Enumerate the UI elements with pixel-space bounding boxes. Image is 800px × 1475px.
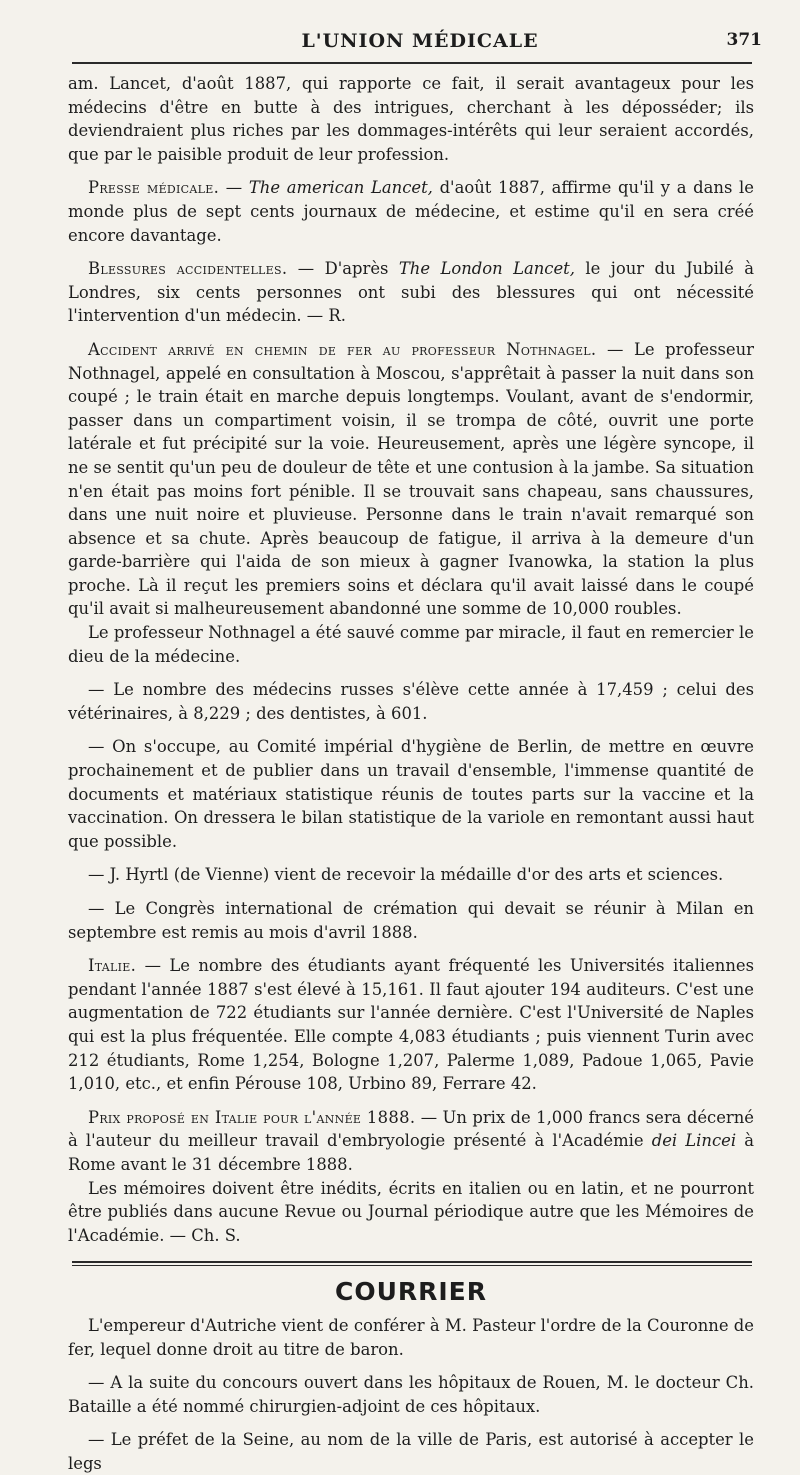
text-run: — Le professeur Nothnagel, appelé en consultation à Moscou, s'apprêtait à passer la nuit dans son coupé ; le train était en marche depuis longtemps. Voulant, avant de s'endormir, passer dans un compartiment voisin, il se trompa de côté, ouvrit une porte latérale et fut précipité sur la voie. Heureusement, après une légère syncope, il ne se sentit qu'un peu de douleur de tête et une contusion à la jambe. Sa situation n'en était pas moins fort pénible. Il se trouvait sans chapeau, sans chaussures, dans une nuit noire et pluvieuse. Personne dans le train n'avait remarqué son absence et sa chute. Après beaucoup de fatigue, il arriva à la demeure d'un garde-barrière qui l'aida de son mieux à gagner Ivanowka, la station la plus proche. Là il reçut les premiers soins et déclara qu'il avait laissé dans le coupé qu'il avait si malheureusement abandonné une somme de 10,000 roubles. [68,339,754,619]
paragraph-prefet-seine: — Le préfet de la Seine, au nom de la ville de Paris, est autorisé à accepter le legs [68,1430,754,1473]
section-lead: Blessures accidentelles. [88,259,288,279]
paragraph-hyrtl: — J. Hyrtl (de Vienne) vient de recevoir la médaille d'or des arts et sciences. [88,865,724,885]
article-body [68,72,754,1475]
paragraph-prix-propose [68,1106,754,1177]
header-rule [72,62,752,64]
paragraph-presse-medicale [68,176,754,247]
journal-title: The american Lancet, [248,178,433,198]
paragraph-blessures [68,257,754,328]
academy-name: dei Lincei [651,1131,737,1151]
text-run: — D'après [287,259,399,279]
paragraph-nothnagel-accident [68,338,754,621]
text-run: — Le nombre des étudiants ayant fréquenté les Universités italiennes pendant l'année 1887 s'est élevé à 15,161. Il faut ajouter 194 auditeurs. C'est une augmentation de 722 étudiants sur l'année dernière. C'est l'Université de Naples qui est la plus fréquentée. Elle compte 4,083 étudiants ; puis viennent Turin avec 212 étudiants, Rome 1,254, Bologne 1,207, Palerme 1,089, Padoue 1,065, Pavie 1,010, etc., et enfin Pérouse 108, Urbino 89, Ferrare 42. [68,956,754,1094]
text-run: — Un prix de 1,000 francs sera décerné à l'auteur du meilleur travail d'embryologie présenté à l'Académie [68,1107,754,1151]
paragraph-memoires: Les mémoires doivent être inédits, écrits en italien ou en latin, et ne pourront être publiés dans aucune Revue ou Journal périodique autre que les Mémoires de l'Académie. — Ch. S. [68,1178,754,1245]
text-run: à Rome avant le 31 décembre 1888. [68,1131,754,1174]
paragraph-pasteur: L'empereur d'Autriche vient de conférer à M. Pasteur l'ordre de la Couronne de fer, lequel donne droit au titre de baron. [68,1315,754,1359]
paragraph-rouen: — A la suite du concours ouvert dans les hôpitaux de Rouen, M. le docteur Ch. Bataille a été nommé chirurgien-adjoint de ces hôpitaux. [68,1373,754,1416]
running-title: L'UNION MÉDICALE [301,30,539,52]
section-lead: Accident arrivé en chemin de fer au professeur Nothnagel. [88,339,597,359]
courrier-heading: COURRIER [334,1277,488,1307]
section-lead: Presse médicale. [88,178,220,198]
paragraph-russian-doctors: — Le nombre des médecins russes s'élève cette année à 17,459 ; celui des vétérinaires, à 8,229 ; des dentistes, à 601. [68,680,754,723]
paragraph-cremation-congress: — Le Congrès international de crémation qui devait se réunir à Milan en septembre est remis au mois d'avril 1888. [68,899,754,942]
running-header [70,28,770,56]
paragraph-italie [68,954,754,1096]
page-number: 371 [726,30,762,50]
section-lead: Prix proposé en Italie pour l'année 1888. [88,1107,416,1127]
journal-title: The London Lancet, [398,259,575,279]
section-divider [72,1261,752,1266]
paragraph-nothnagel-saved: Le professeur Nothnagel a été sauvé comme par miracle, il faut en remercier le dieu de la médecine. [68,623,754,666]
section-lead: Italie. [88,956,137,976]
paragraph-berlin-hygiene: — On s'occupe, au Comité impérial d'hygiène de Berlin, de mettre en œuvre prochainement et de publier dans un travail d'ensemble, l'immense quantité de documents et matériaux statistique réunis de toutes parts sur la vaccine et la vaccination. On dressera le bilan statistique de la variole en remontant aussi haut que possible. [68,737,754,851]
text-run: d'août 1887, affirme qu'il y a dans le monde plus de sept cents journaux de médecine, et estime qu'il en sera créé encore davantage. [68,178,754,245]
text-run: le jour du Jubilé à Londres, six cents personnes ont subi des blessures qui ont nécessité l'intervention d'un médecin. — R. [68,259,754,326]
text-run: — [219,178,249,198]
paragraph-lancet-continuation: am. Lancet, d'août 1887, qui rapporte ce fait, il serait avantageux pour les médecins d'être en butte à des intrigues, cherchant à les déposséder; ils deviendraient plus riches par les dommages-intérêts qui leur seraient accordés, que par le paisible produit de leur profession. [68,74,754,164]
